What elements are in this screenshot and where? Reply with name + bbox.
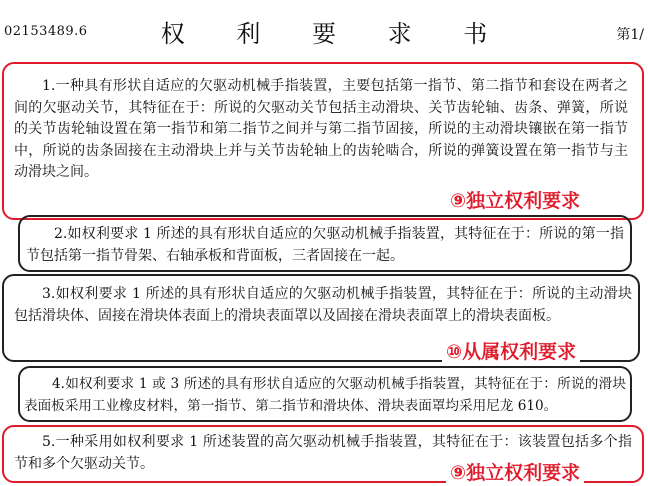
application-number: 02153489.6 [4, 24, 88, 39]
claim-3-text: 3.如权利要求 1 所述的具有形状自适应的欠驱动机械手指装置，其特征在于：所说的主动滑块包括滑块体、固接在滑块体表面上的滑块表面罩以及固接在滑块表面罩上的滑块表面板。 [14, 286, 632, 324]
claim-2-text: 2.如权利要求 1 所述的具有形状自适应的欠驱动机械手指装置，其特征在于：所说的第一指节包括第一指节骨架、右轴承板和背面板，三者固接在一起。 [26, 226, 624, 264]
claim-5-annotation: ⑨独立权利要求 [446, 458, 584, 485]
page-number: 第1/ [616, 27, 644, 43]
claim-1-annotation: ⑨独立权利要求 [446, 186, 584, 213]
claim-4-text: 4.如权利要求 1 或 3 所述的具有形状自适应的欠驱动机械手指装置，其特征在于：所说的滑块表面板采用工业橡皮材料，第一指节、第二指节和滑块体、滑块表面罩均采用尼龙 610。 [24, 376, 626, 414]
document-title: 权 利 要 求 书 [160, 20, 510, 48]
claim-1-text: 1.一种具有形状自适应的欠驱动机械手指装置，主要包括第一指节、第二指节和套设在两者之间的欠驱动关节，其特征在于：所说的欠驱动关节包括主动滑块、关节齿轮轴、齿条、弹簧，所说的关节齿轮轴设置在第一指节和第二指节之间并与第二指节固接，所说的主动滑块镶嵌在第一指节中，所说的齿条固接在主动滑块上并与关节齿轮轴上的齿轮啮合，所说的弹簧设置在第一指节与主动滑块之间。 [14, 78, 628, 180]
claim-5-text: 5.一种采用如权利要求 1 所述装置的高欠驱动机械手指装置，其特征在于：该装置包括多个指节和多个欠驱动关节。 [14, 434, 632, 472]
claim-3-annotation: ⑩从属权利要求 [442, 337, 580, 364]
